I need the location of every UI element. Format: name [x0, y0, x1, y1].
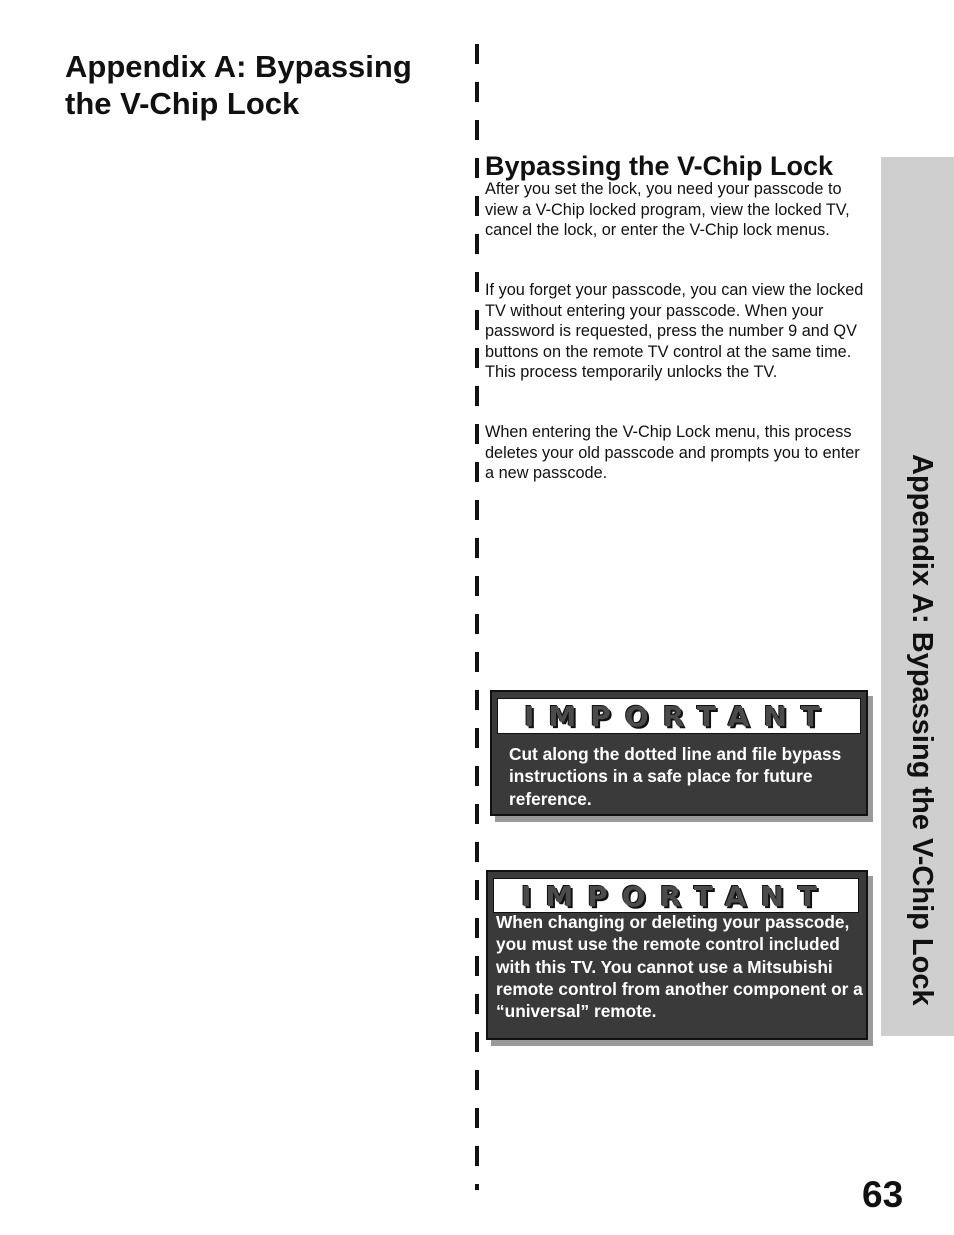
- page-title: Appendix A: Bypassing the V-Chip Lock: [65, 49, 412, 121]
- important-text: When changing or deleting your passcode, you must use the remote control included with this TV. You cannot use a Mitsubishi remote control from another component or a “universal” remote.: [496, 912, 863, 1022]
- dotted-cut-line: [475, 44, 479, 1190]
- important-box-remote: [486, 870, 868, 1040]
- side-tab-label: Appendix A: Bypassing the V-Chip Lock: [906, 454, 938, 1006]
- section-title: Bypassing the V-Chip Lock: [485, 151, 834, 181]
- paragraph-passcode-required: After you set the lock, you need your passcode to view a V-Chip locked program, view the locked TV, cancel the lock, or enter the V-Chip lock menus.: [485, 180, 850, 239]
- side-tab: [881, 157, 954, 1036]
- page-number: 63: [862, 1174, 904, 1215]
- important-text: Cut along the dotted line and file bypass instructions in a safe place for future reference.: [509, 744, 842, 809]
- important-header: IMPORTANT: [493, 878, 859, 913]
- paragraph-forgot-passcode: If you forget your passcode, you can view the locked TV without entering your passcode. When your password is requested, press the number 9 and QV buttons on the remote TV control at the same time. This process temporarily unlocks the TV.: [485, 281, 864, 381]
- important-box-cut: [490, 690, 868, 816]
- important-header: IMPORTANT: [497, 698, 861, 734]
- paragraph-reset-passcode: When entering the V-Chip Lock menu, this process deletes your old passcode and prompts you to enter a new passcode.: [485, 423, 860, 482]
